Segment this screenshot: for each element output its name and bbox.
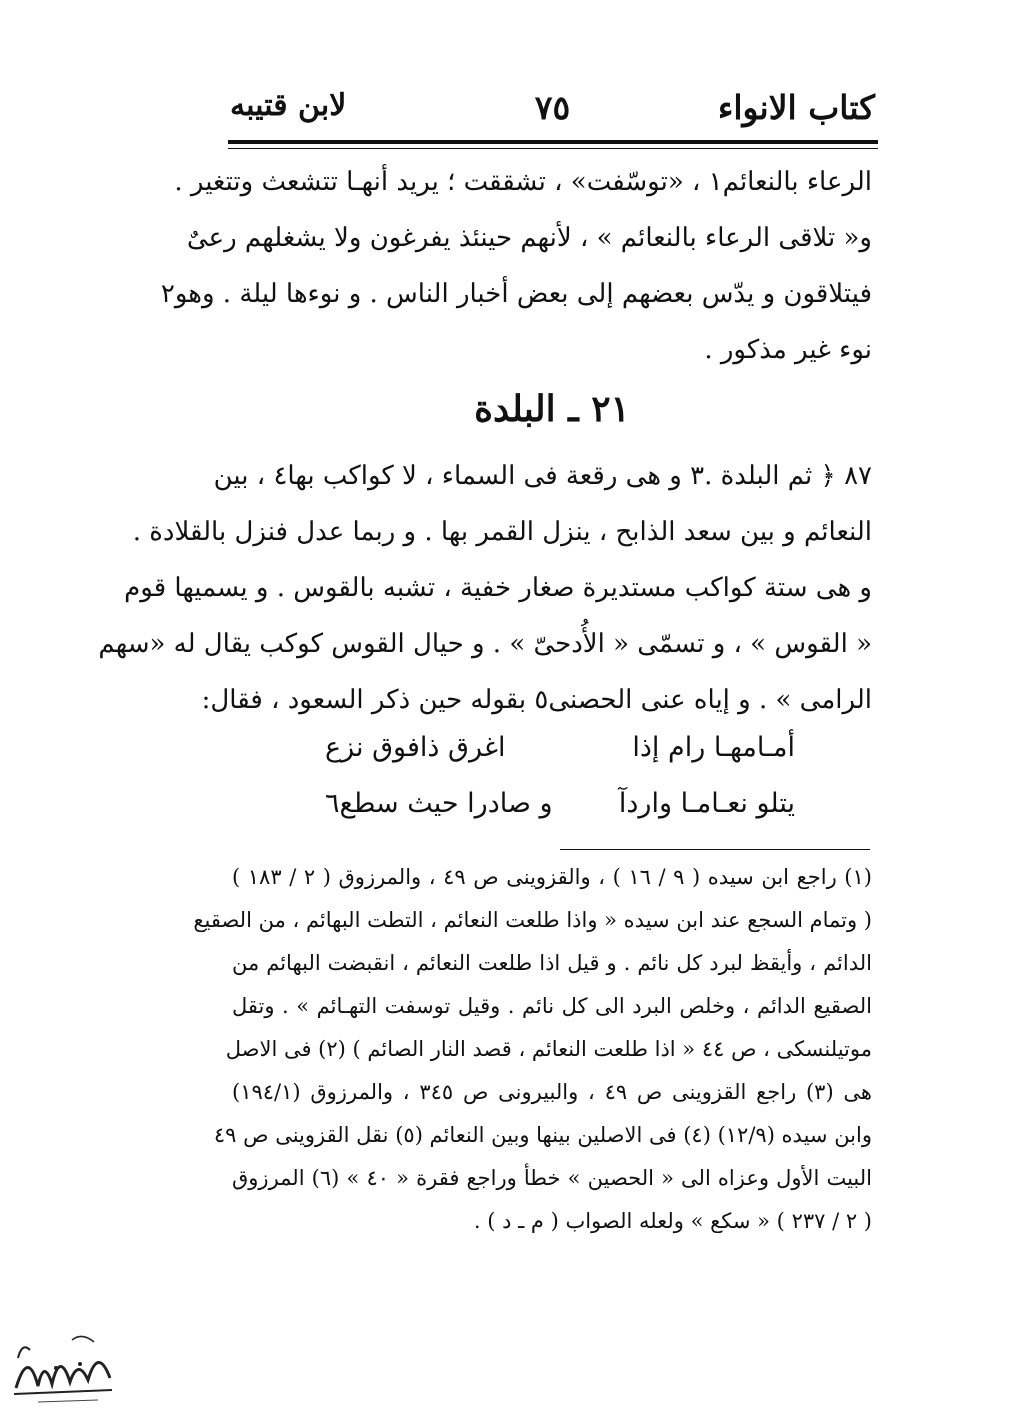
verse-second-hemistich: و صادرا حيث سطع٦: [325, 788, 553, 819]
footnote-rule: [560, 849, 870, 850]
section-line: ٨٧ ﴿ ثم البلدة .٣ و هى رقعة فى السماء ، لا كواكب بها٤ ، بين: [213, 461, 872, 491]
verse-second-hemistich: اغرق ذافوق نزع: [325, 732, 506, 763]
footnote-line: موتيلنسكى ، ص ٤٤ « اذا طلعت النعائم ، قصد النار الصائم ) (٢) فى الاصل: [225, 1037, 872, 1061]
section-line: الرامى » . و إياه عنى الحصنى٥ بقوله حين ذكر السعود ، فقال:: [201, 685, 872, 715]
page-header: [230, 88, 875, 130]
body-line: الرعاء بالنعائم١ ، «توسّفت» ، تشققت ؛ يريد أنهـا تتشعث وتتغير .: [174, 167, 872, 197]
book-title: كتاب الانواء: [717, 88, 875, 127]
publisher-logo-icon: [8, 1328, 118, 1410]
header-rule-thin: [228, 148, 878, 149]
section-title: ٢١ ـ البلدة: [474, 388, 630, 430]
verse-first-hemistich: أمـامهـا رام إذا: [632, 732, 795, 763]
footnote-line: البيت الأول وعزاه الى « الحصين » خطأ وراجع فقرة « ٤٠ » (٦) المرزوق: [232, 1166, 872, 1190]
footnote-line: ( ٢ / ٢٣٧ ) « سكع » ولعله الصواب ( م ـ د ) .: [473, 1209, 872, 1233]
author-name: لابن قتيبه: [230, 88, 347, 123]
footnote-line: الصقيع الدائم ، وخلص البرد الى كل نائم . وقيل توسفت التهـائم » . وتقل: [232, 994, 872, 1018]
body-line: نوء غير مذكور .: [704, 335, 872, 365]
section-line: النعائم و بين سعد الذابح ، ينزل القمر بها . و ربما عدل فنزل بالقلادة .: [132, 517, 872, 547]
footnote-line: وابن سيده (١٢/٩) (٤) فى الاصلين بينها وبين النعائم (٥) نقل القزوينى ص ٤٩: [213, 1123, 872, 1147]
header-rule-thick: [228, 140, 878, 144]
body-line: فيتلاقون و يدّس بعضهم إلى بعض أخبار الناس . و نوءها ليلة . وهو٢: [160, 279, 872, 309]
footnote-line: ( وتمام السجع عند ابن سيده « واذا طلعت النعائم ، التطت البهائم ، من الصقيع: [193, 908, 872, 932]
verse-first-hemistich: يتلو نعـامـا واردآ: [618, 788, 795, 819]
section-line: « القوس » ، و تسمّى « الأُدحىّ » . و حيال القوس كوكب يقال له «سهم: [98, 629, 872, 659]
footnote-line: (١) راجع ابن سيده ( ٩ / ١٦ ) ، والقزوينى ص ٤٩ ، والمرزوق ( ٢ / ١٨٣ ): [232, 865, 872, 889]
footnote-line: هى (٣) راجع القزوينى ص ٤٩ ، والبيرونى ص ٣٤٥ ، والمرزوق (١٩٤/١): [232, 1080, 872, 1104]
footnote-line: الدائم ، وأيقظ لبرد كل نائم . و قيل اذا طلعت النعائم ، انقبضت البهائم من: [232, 951, 872, 975]
body-line: و« تلاقى الرعاء بالنعائم » ، لأنهم حينئذ يفرغون ولا يشغلهم رعىٌ: [186, 223, 872, 253]
verse-line: [325, 732, 795, 772]
page-number: ٧٥: [534, 88, 571, 127]
verse-line: [325, 788, 795, 828]
section-line: و هى ستة كواكب مستديرة صغار خفية ، تشبه بالقوس . و يسميها قوم: [124, 573, 872, 603]
